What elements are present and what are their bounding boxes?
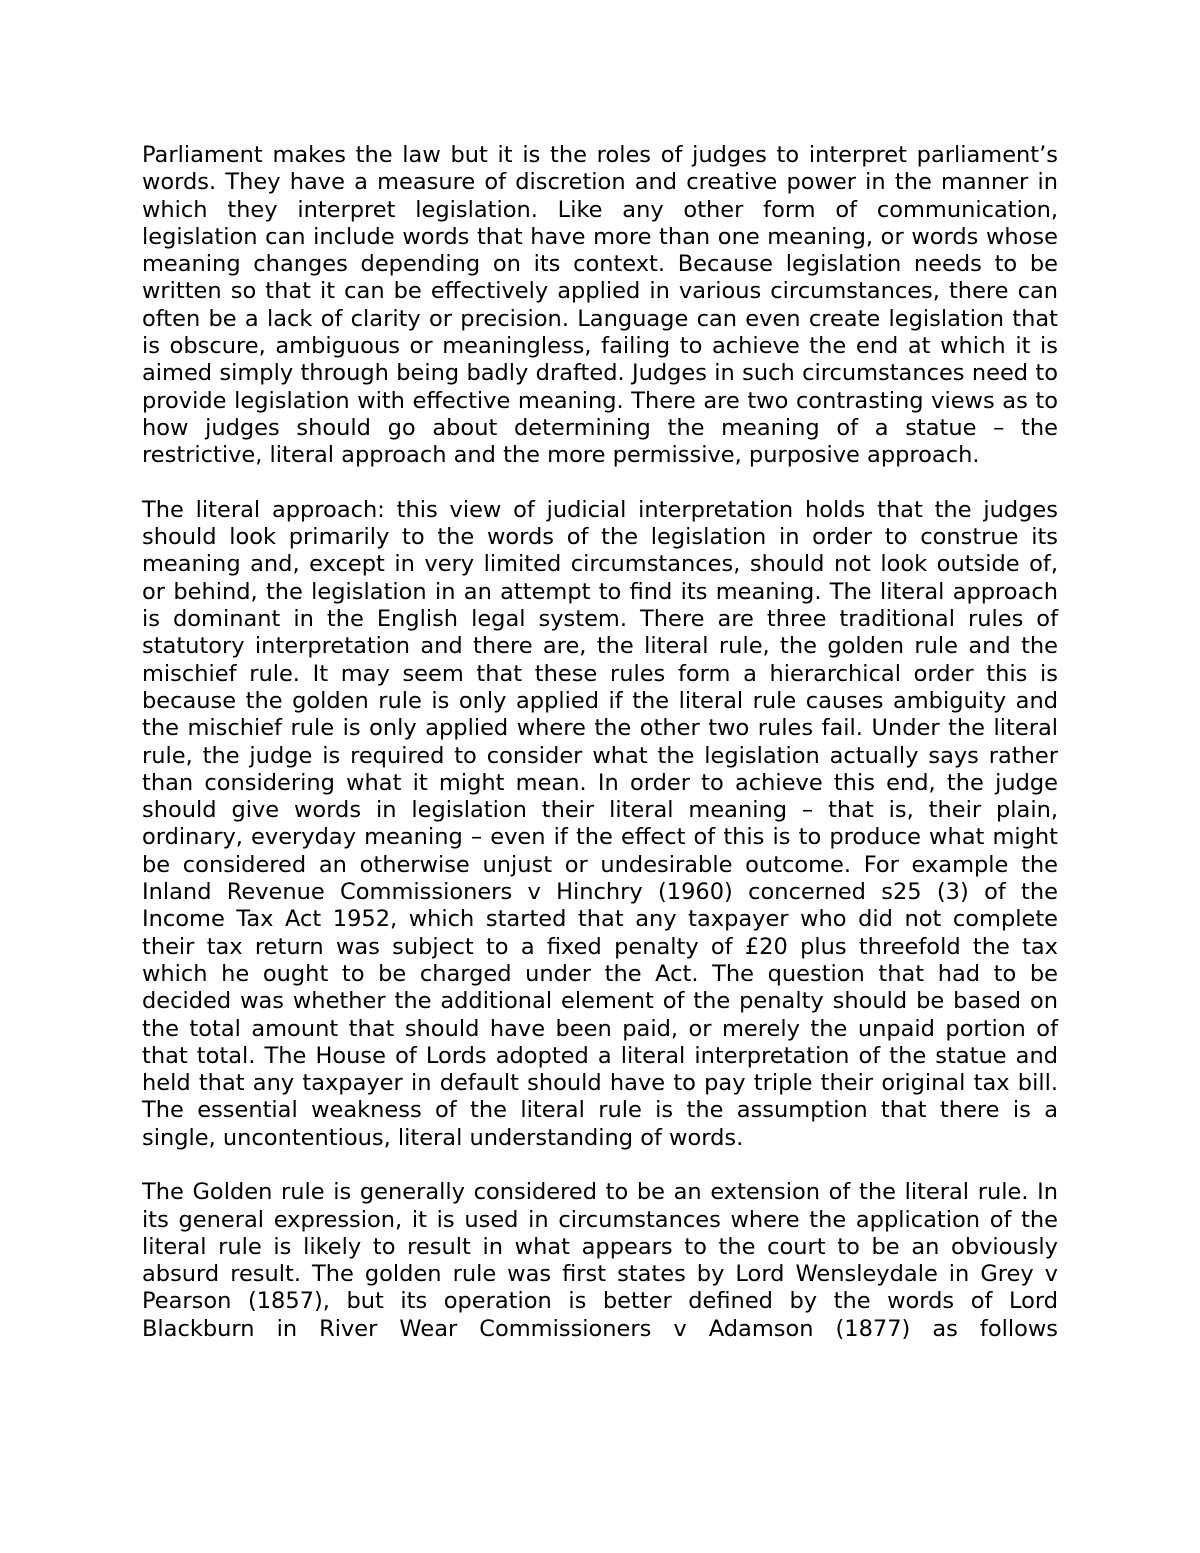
paragraph-golden-rule: The Golden rule is generally considered to be an extension of the literal rule. In its general expression, it is used in circumstances where the application of the literal rule is likely to result in what appears to the court to be an obviously absurd result. The golden rule was first states by Lord Wensleydale in Grey v Pearson (1857), but its operation is better defined by the words of Lord Blackburn in River Wear Commissioners v Adamson (1877) as follows — [142, 1179, 1058, 1342]
paragraph-intro: Parliament makes the law but it is the roles of judges to interpret parliament’s words. They have a measure of discretion and creative power in the manner in which they interpret legislation. Like any other form of communication, legislation can include words that have more than one meaning, or words whose meaning changes depending on its context. Because legislation needs to be written so that it can be effectively applied in various circumstances, there can often be a lack of clarity or precision. Language can even create legislation that is obscure, ambiguous or meaningless, failing to achieve the end at which it is aimed simply through being badly drafted. Judges in such circumstances need to provide legislation with effective meaning. There are two contrasting views as to how judges should go about determining the meaning of a statue – the restrictive, literal approach and the more permissive, purposive approach. — [142, 142, 1058, 469]
document-body — [142, 142, 1058, 1343]
paragraph-literal-approach: The literal approach: this view of judicial interpretation holds that the judges should look primarily to the words of the legislation in order to construe its meaning and, except in very limited circumstances, should not look outside of, or behind, the legislation in an attempt to find its meaning. The literal approach is dominant in the English legal system. There are three traditional rules of statutory interpretation and there are, the literal rule, the golden rule and the mischief rule. It may seem that these rules form a hierarchical order this is because the golden rule is only applied if the literal rule causes ambiguity and the mischief rule is only applied where the other two rules fail. Under the literal rule, the judge is required to consider what the legislation actually says rather than considering what it might mean. In order to achieve this end, the judge should give words in legislation their literal meaning – that is, their plain, ordinary, everyday meaning – even if the effect of this is to produce what might be considered an otherwise unjust or undesirable outcome. For example the Inland Revenue Commissioners v Hinchry (1960) concerned s25 (3) of the Income Tax Act 1952, which started that any taxpayer who did not complete their tax return was subject to a fixed penalty of £20 plus threefold the tax which he ought to be charged under the Act. The question that had to be decided was whether the additional element of the penalty should be based on the total amount that should have been paid, or merely the unpaid portion of that total. The House of Lords adopted a literal interpretation of the statue and held that any taxpayer in default should have to pay triple their original tax bill. The essential weakness of the literal rule is the assumption that there is a single, uncontentious, literal understanding of words. — [142, 496, 1058, 1151]
